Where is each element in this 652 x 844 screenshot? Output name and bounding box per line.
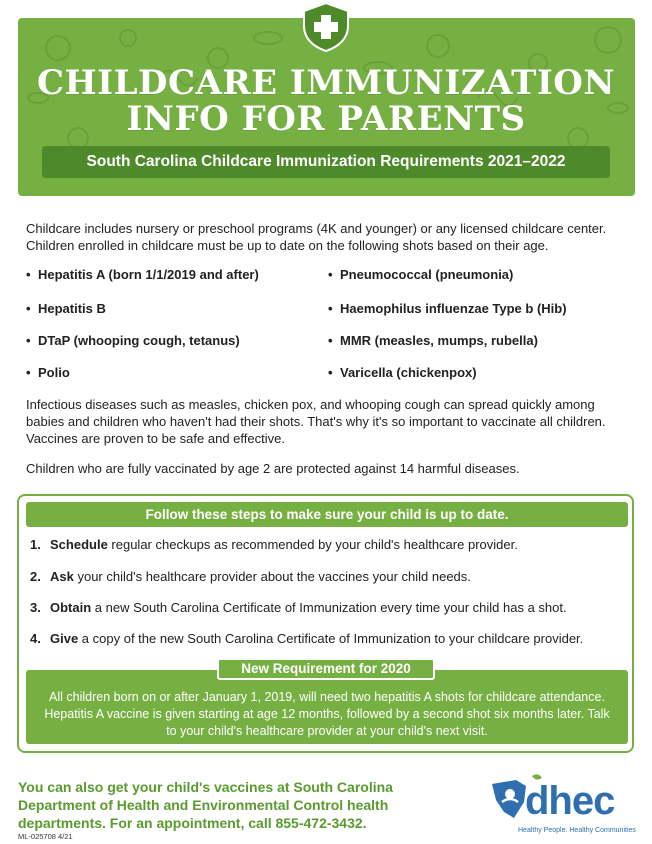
step-item: 1. Schedule regular checkups as recommended by your child's healthcare provider. bbox=[30, 537, 518, 552]
new-requirement-label: New Requirement for 2020 bbox=[217, 658, 435, 680]
medical-cross-shield-icon bbox=[300, 2, 352, 52]
disease-paragraph: Infectious diseases such as measles, chicken pox, and whooping cough can spread quickly among babies and children who haven't had their shots. That's why it's so important to vaccinate all children. Vaccines are proven to be safe and effective. bbox=[26, 397, 606, 446]
steps-header: Follow these steps to make sure your child is up to date. bbox=[26, 502, 628, 527]
step-item: 4. Give a copy of the new South Carolina Certificate of Immunization to your childcare provider. bbox=[30, 631, 584, 646]
page-title-line1: CHILDCARE IMMUNIZATION bbox=[37, 63, 615, 103]
vaccine-item: • MMR (measles, mumps, rubella) bbox=[328, 333, 538, 348]
document-code: ML-025708 4/21 bbox=[18, 832, 73, 841]
dhec-logo-word: dhec bbox=[525, 779, 615, 823]
vaccine-item: • Polio bbox=[26, 365, 70, 380]
vaccine-item: • Haemophilus influenzae Type b (Hib) bbox=[328, 301, 567, 316]
protection-paragraph: Children who are fully vaccinated by age 2 are protected against 14 harmful diseases. bbox=[26, 461, 520, 476]
step-item: 2. Ask your child's healthcare provider about the vaccines your child needs. bbox=[30, 569, 471, 584]
vaccine-item: • Hepatitis B bbox=[26, 301, 106, 316]
subtitle: South Carolina Childcare Immunization Requirements 2021–2022 bbox=[42, 146, 610, 178]
intro-paragraph: Childcare includes nursery or preschool programs (4K and younger) or any licensed childcare center. Children enrolled in childcare must be up to date on the following shots based on their age. bbox=[26, 221, 607, 253]
vaccine-item: • Varicella (chickenpox) bbox=[328, 365, 477, 380]
vaccine-item: • Pneumococcal (pneumonia) bbox=[328, 267, 514, 282]
vaccine-item: • DTaP (whooping cough, tetanus) bbox=[26, 333, 240, 348]
step-item: 3. Obtain a new South Carolina Certificate of Immunization every time your child has a shot. bbox=[30, 600, 567, 615]
new-requirement-text: All children born on or after January 1, 2019, will need two hepatitis A shots for childcare attendance. Hepatitis A vaccine is given starting at age 12 months, followed by a second shot six months later. Talk to your child's healthcare provider at your child's next visit. bbox=[44, 690, 610, 738]
vaccine-item: • Hepatitis A (born 1/1/2019 and after) bbox=[26, 267, 259, 282]
page-title-line2: INFO FOR PARENTS bbox=[126, 99, 526, 139]
footer-contact-text: You can also get your child's vaccines at South Carolina Department of Health and Environmental Control health departments. For an appointment, call 855-472-3432. bbox=[18, 779, 393, 831]
dhec-logo-tagline: Healthy People. Healthy Communities bbox=[518, 827, 636, 834]
